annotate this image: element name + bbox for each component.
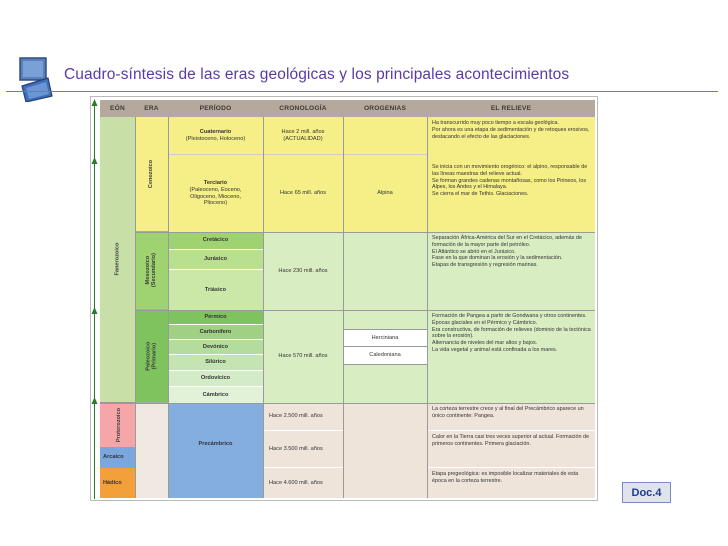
grid-line-v4 <box>343 117 344 498</box>
chronology-mesozoico: Hace 230 mill. años <box>263 232 343 310</box>
era-paleozoico: Paleozoico (Primario) <box>135 310 168 403</box>
header-eon: EÓN <box>100 100 135 117</box>
relief-arcaico: Calor en la Tierra casi tres veces superior al actual. Formación de primeros continentes. Primera glaciación. <box>427 431 595 468</box>
chronology-hadico: Hace 4.600 mill. años <box>263 468 343 498</box>
grid-line-h1 <box>135 232 595 233</box>
slide-title: Cuadro-síntesis de las eras geológicas y los principales acontecimientos <box>64 66 570 83</box>
chronology-cuaternario: Hace 2 mill. años (ACTUALIDAD) <box>263 117 343 155</box>
period-terciario: Terciario (Paleoceno, Eoceno, Oligoceno, Mioceno, Plioceno) <box>168 155 263 232</box>
header-period: PERÍODO <box>168 100 263 117</box>
grid-line-v1 <box>135 117 136 498</box>
period-precambrico: Precámbrico <box>168 403 263 498</box>
header-era: ERA <box>135 100 168 117</box>
title-divider <box>6 91 718 92</box>
relief-proterozoico: La corteza terrestre crece y al final del Precámbrico aparece un único continente: Pangea. <box>427 403 595 431</box>
orogeny-cuaternario-blank <box>343 117 427 155</box>
relief-hadico: Etapa pregeológica: es imposible localizar materiales de esta época en la corteza terrestre. <box>427 468 595 498</box>
eon-arcaico: Arcaico <box>100 447 135 468</box>
orogeny-alpina: Alpina <box>343 155 427 232</box>
eon-proterozoico: Proterozoico <box>100 403 135 447</box>
relief-cuaternario: Ha transcurrido muy poco tiempo a escala geológica. Por ahora es una etapa de sedimentación y de retoques erosivos, destacando el efecto de las glaciaciones. <box>427 117 595 161</box>
doc-badge: Doc.4 <box>622 482 671 503</box>
presentation-logo-icon <box>18 56 54 102</box>
header-relief: EL RELIEVE <box>427 100 595 117</box>
period-silurico: Silúrico <box>168 355 263 371</box>
era-mesozoico: Mesozoico (Secundario) <box>135 232 168 310</box>
era-cenozoico: Cenozoico <box>135 117 168 232</box>
grid-line-v3 <box>263 117 264 498</box>
period-cuaternario: Cuaternario (Pleistoceno, Holoceno) <box>168 117 263 155</box>
relief-terciario: Se inicia con un movimiento orogénico: el alpino, responsable de las líneas maestras del relieve actual. Se forman grandes cadenas montañosas, como los Pirineos, los Alpes, los Andes y el Himalaya. Se cierra el mar de Tethis. Glaciaciones. <box>427 161 595 232</box>
eon-fanerozoico: Fanerozoico <box>100 117 135 403</box>
relief-mesozoico: Separación África-América del Sur en el Cretácico, además de formación de la mayor parte del petróleo. El Atlántico se abrió en el Jurásico. Fase en la que dominan la erosión y la sedimentación. Etapas de transgresión y regresión marinas. <box>427 232 595 310</box>
grid-line-v5 <box>427 117 428 498</box>
orogeny-paleozoico-bottom <box>343 365 427 403</box>
grid-line-h3 <box>100 403 595 404</box>
header-orogenies: OROGENIAS <box>343 100 427 117</box>
period-cretacico: Cretácico <box>168 232 263 250</box>
chronology-arcaico: Hace 3.500 mill. años <box>263 431 343 468</box>
header-chronology: CRONOLOGÍA <box>263 100 343 117</box>
chronology-proterozoico: Hace 2.500 mill. años <box>263 403 343 431</box>
period-jurasico: Jurásico <box>168 250 263 270</box>
orogeny-herciniana: Herciniana <box>343 330 427 347</box>
period-permico: Pérmico <box>168 310 263 325</box>
eon-hadico: Hádico <box>100 468 135 498</box>
orogeny-paleozoico-top <box>343 310 427 330</box>
period-carbonifero: Carbonífero <box>168 325 263 340</box>
orogeny-caledoniana: Caledoniana <box>343 347 427 365</box>
period-ordovicico: Ordovícico <box>168 371 263 387</box>
orogeny-mesozoico-blank <box>343 232 427 310</box>
grid-line-h2 <box>135 310 595 311</box>
grid-line-v2 <box>168 117 169 498</box>
chronology-paleozoico: Hace 570 mill. años <box>263 310 343 403</box>
era-precambrian-blank <box>135 403 168 498</box>
period-cambrico: Cámbrico <box>168 387 263 403</box>
orogeny-precambrian-blank <box>343 403 427 498</box>
chronology-terciario: Hace 65 mill. años <box>263 155 343 232</box>
relief-paleozoico: Formación de Pangea a partir de Gondwana y otros continentes. Épocas glaciales en el Pérmico y Cámbrico. Era constructiva, de formación de relieves (dominio de la tectónica sobre la erosión). Alternancia de niveles del mar altos y bajos. La vida vegetal y animal está confinada a los mares. <box>427 310 595 403</box>
time-axis-arrows-icon <box>91 97 99 497</box>
period-devonico: Devónico <box>168 340 263 355</box>
period-triasico: Triásico <box>168 270 263 310</box>
geological-eras-table <box>90 96 598 501</box>
